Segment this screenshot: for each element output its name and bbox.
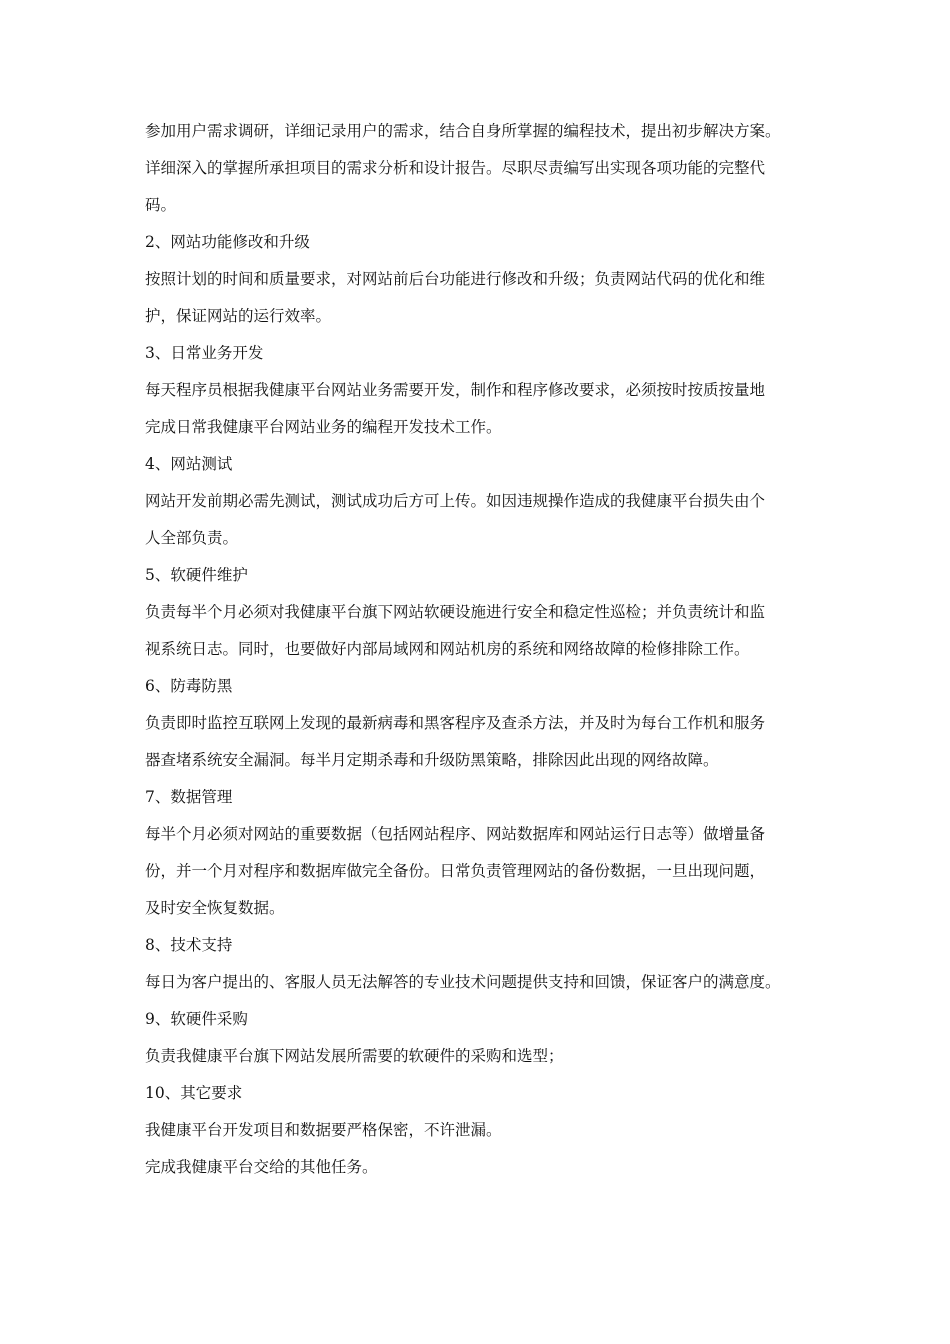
section-heading: 8、技术支持 xyxy=(145,936,233,954)
text-line: 完成日常我健康平台网站业务的编程开发技术工作。 xyxy=(145,418,502,436)
text-line: 份，并一个月对程序和数据库做完全备份。日常负责管理网站的备份数据，一旦出现问题， xyxy=(145,862,766,880)
text-line: 每日为客户提出的、客服人员无法解答的专业技术问题提供支持和回馈，保证客户的满意度。 xyxy=(145,973,781,991)
text-line: 视系统日志。同时，也要做好内部局域网和网站机房的系统和网络故障的检修排除工作。 xyxy=(145,640,750,658)
text-line: 负责我健康平台旗下网站发展所需要的软硬件的采购和选型； xyxy=(145,1047,564,1065)
text-line: 负责即时监控互联网上发现的最新病毒和黑客程序及查杀方法，并及时为每台工作机和服务 xyxy=(145,714,766,732)
text-line: 完成我健康平台交给的其他任务。 xyxy=(145,1158,378,1176)
text-line: 护，保证网站的运行效率。 xyxy=(145,307,332,325)
text-line: 及时安全恢复数据。 xyxy=(145,899,285,917)
text-line: 按照计划的时间和质量要求，对网站前后台功能进行修改和升级；负责网站代码的优化和维 xyxy=(145,270,766,288)
section-heading: 7、数据管理 xyxy=(145,788,233,806)
section-heading: 9、软硬件采购 xyxy=(145,1010,248,1028)
section-heading: 4、网站测试 xyxy=(145,455,233,473)
text-line: 参加用户需求调研，详细记录用户的需求，结合自身所掌握的编程技术，提出初步解决方案。 xyxy=(145,122,781,140)
section-heading: 10、其它要求 xyxy=(145,1084,243,1102)
text-line: 详细深入的掌握所承担项目的需求分析和设计报告。尽职尽责编写出实现各项功能的完整代 xyxy=(145,159,766,177)
text-line: 码。 xyxy=(145,196,177,214)
text-line: 网站开发前期必需先测试，测试成功后方可上传。如因违规操作造成的我健康平台损失由个 xyxy=(145,492,766,510)
section-heading: 5、软硬件维护 xyxy=(145,566,248,584)
text-line: 我健康平台开发项目和数据要严格保密，不许泄漏。 xyxy=(145,1121,502,1139)
text-line: 器查堵系统安全漏洞。每半月定期杀毒和升级防黑策略，排除因此出现的网络故障。 xyxy=(145,751,719,769)
text-line: 每半个月必须对网站的重要数据（包括网站程序、网站数据库和网站运行日志等）做增量备 xyxy=(145,825,766,843)
document-body xyxy=(145,117,813,1190)
text-line: 每天程序员根据我健康平台网站业务需要开发，制作和程序修改要求，必须按时按质按量地 xyxy=(145,381,766,399)
section-heading: 3、日常业务开发 xyxy=(145,344,264,362)
section-heading: 6、防毒防黑 xyxy=(145,677,233,695)
text-line: 负责每半个月必须对我健康平台旗下网站软硬设施进行安全和稳定性巡检；并负责统计和监 xyxy=(145,603,766,621)
text-line: 人全部负责。 xyxy=(145,529,239,547)
section-heading: 2、网站功能修改和升级 xyxy=(145,233,310,251)
